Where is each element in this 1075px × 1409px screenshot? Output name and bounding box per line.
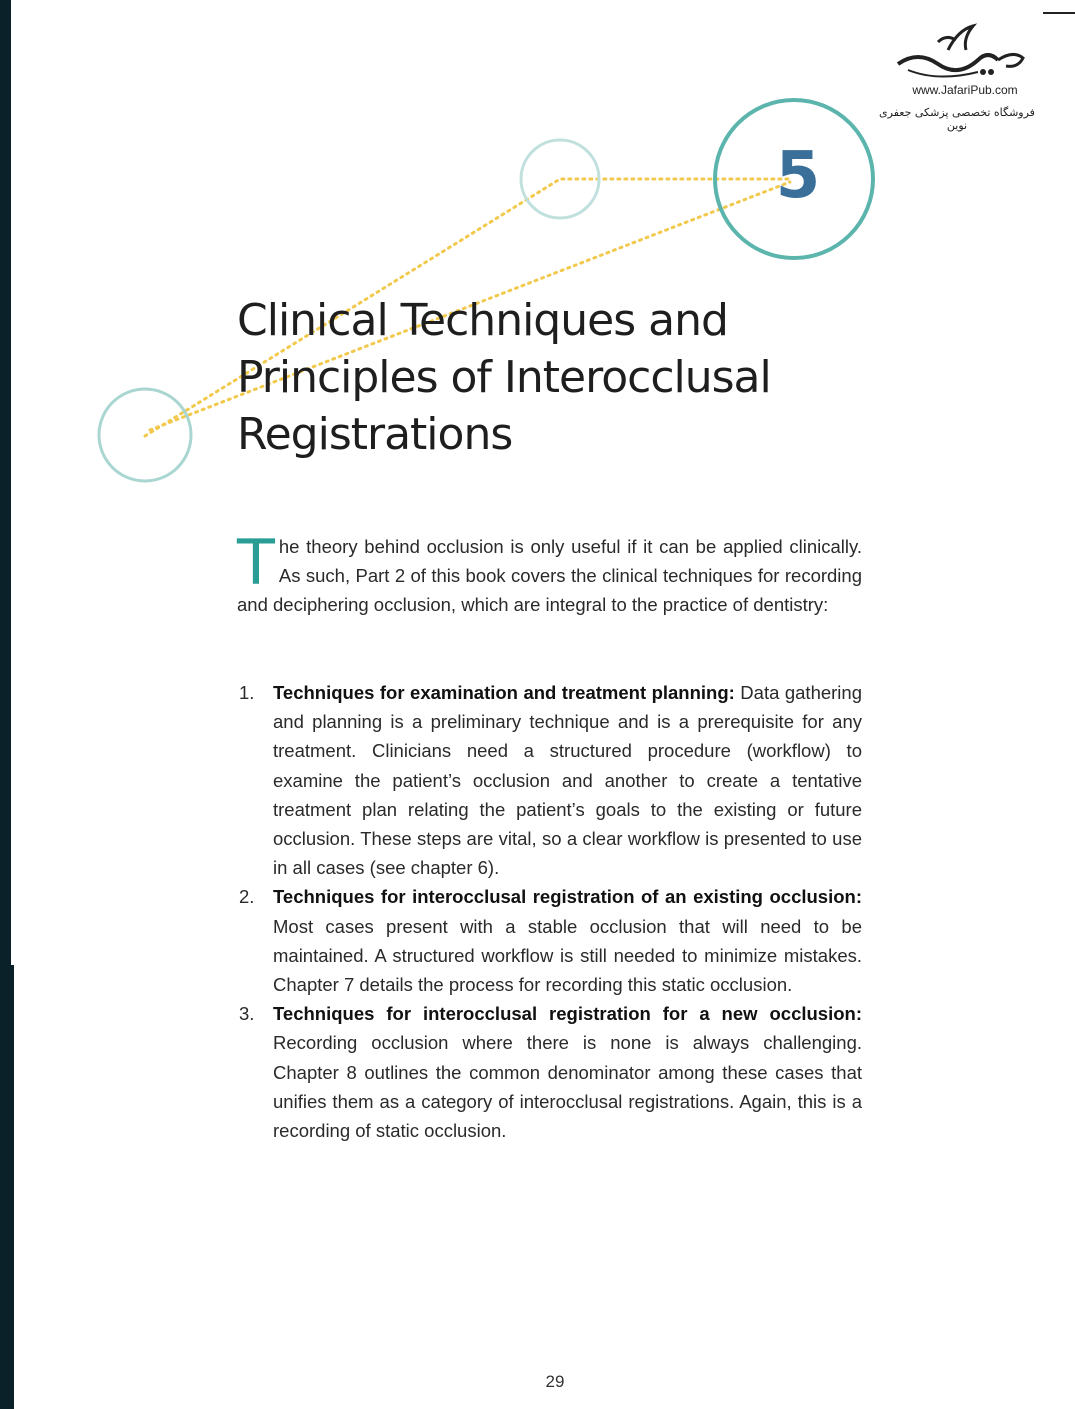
chapter-title (237, 292, 877, 463)
publisher-url: www.JafariPub.com (912, 83, 1018, 97)
list-item (237, 999, 862, 1145)
intro-text: he theory behind occlusion is only useful if it can be applied clinically. As such, Part 2 of this book covers the clinical techniques for recording and deciphering occlusion, which are integral to the practice of dentistry: (237, 536, 862, 615)
list-item (237, 678, 862, 882)
chapter-title-line: Clinical Techniques and (237, 295, 728, 346)
list-item-text: Most cases present with a stable occlusion that will need to be maintained. A structured workflow is still needed to minimize mistakes. Chapter 7 details the process for recording this static occlusion. (273, 915, 862, 996)
intro-paragraph (237, 526, 862, 619)
list-item-heading: Techniques for interocclusal registration of an existing occlusion: (273, 886, 862, 908)
list-item-heading: Techniques for interocclusal registration for a new occlusion: (273, 1003, 862, 1025)
list-item-number: 1. (239, 682, 255, 703)
calligraphy-icon (878, 20, 1048, 84)
drop-cap: T (237, 526, 275, 599)
chapter-title-line: Registrations (237, 409, 513, 460)
list-item-text: Recording occlusion where there is none is always challenging. Chapter 8 outlines the common denominator among these cases that unifies them as a category of interocclusal registrations. Again, this is a recording of static occlusion. (273, 1032, 862, 1142)
chapter-title-line: Principles of Interocclusal (237, 352, 771, 403)
publisher-tagline: فروشگاه تخصصی پزشکی جعفری نوین (879, 106, 1035, 132)
chapter-number: 5 (775, 139, 821, 213)
list-item-text: Data gathering and planning is a preliminary technique and is a prerequisite for any treatment. Clinicians need a structured procedure (workflow) to examine the patient’s occlusion and another to create a tentative treatment plan relating the patient’s goals to the existing or future occlusion. These steps are vital, so a clear workflow is presented to use in all cases (see chapter 6). (273, 682, 862, 879)
list-item (237, 882, 862, 999)
page-number: 29 (545, 1372, 565, 1391)
left-edge-bar-lower (0, 965, 14, 1409)
circle-small-mid (521, 140, 599, 218)
list-item-number: 2. (239, 886, 255, 908)
technique-list (237, 678, 862, 1145)
list-item-number: 3. (239, 1003, 255, 1025)
publisher-logo (878, 20, 1048, 120)
list-item-heading: Techniques for examination and treatment planning: (273, 682, 735, 703)
